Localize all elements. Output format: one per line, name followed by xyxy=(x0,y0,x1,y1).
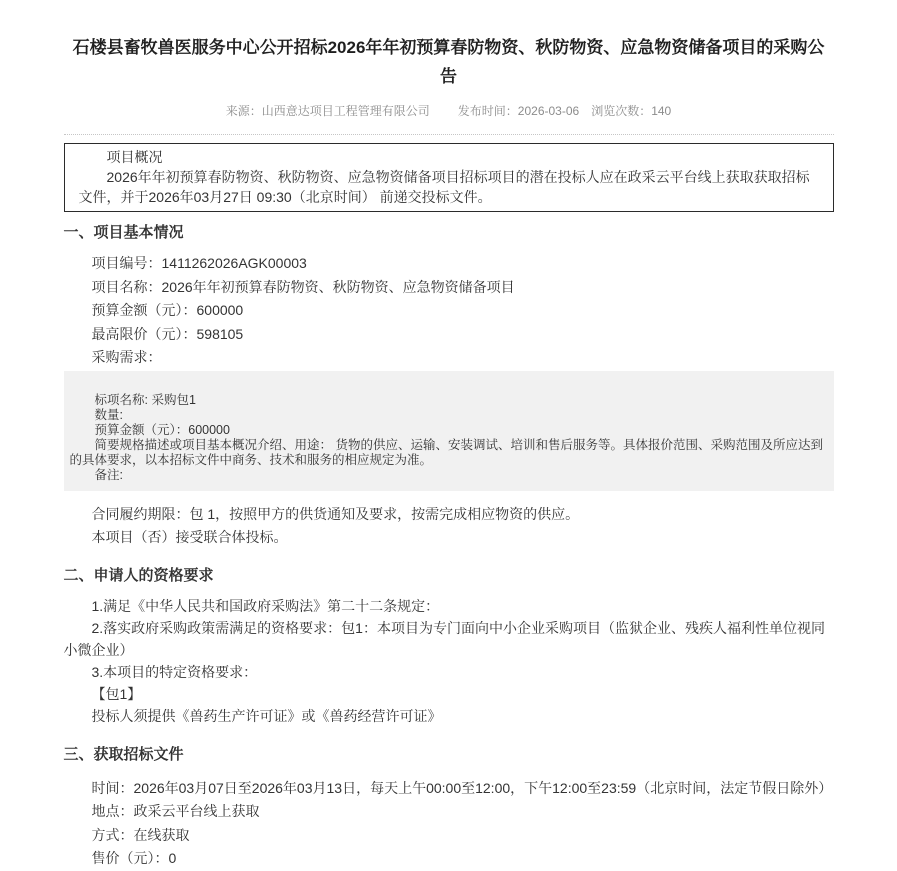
procurement-demand-box xyxy=(64,371,834,491)
field-obtain-time xyxy=(64,777,834,801)
field-label: 地点： xyxy=(91,803,134,819)
field-obtain-place xyxy=(64,800,834,824)
source-value: 山西意达项目工程管理有限公司 xyxy=(261,104,430,118)
demand-line-budget: 预算金额（元）：600000 xyxy=(94,422,230,437)
field-value: 598105 xyxy=(196,325,244,342)
section-heading-qualification: 二、申请人的资格要求 xyxy=(63,566,214,584)
view-count-label: 浏览次数： xyxy=(591,104,652,118)
section-heading-basic-info: 一、项目基本情况 xyxy=(63,224,184,241)
obtain-documents-fields xyxy=(64,777,834,871)
field-procurement-demand xyxy=(64,346,834,370)
package-tag: 【包1】 xyxy=(91,685,142,702)
field-project-name xyxy=(64,276,834,300)
demand-line-package-name: 标项名称: 采购包1 xyxy=(94,392,196,407)
view-count-value: 140 xyxy=(651,104,672,118)
field-obtain-method xyxy=(64,824,834,848)
overview-heading: 项目概况 xyxy=(106,149,163,165)
field-project-number xyxy=(64,252,834,276)
source-label: 来源： xyxy=(225,104,262,118)
field-document-price xyxy=(64,847,834,871)
joint-bidding-text: 本项目（否）接受联合体投标。 xyxy=(91,529,288,545)
basic-info-fields xyxy=(64,252,834,370)
meta-source xyxy=(226,104,430,118)
meta-bar xyxy=(64,103,834,119)
qualification-item-3: 3.本项目的特定资格要求： xyxy=(91,663,258,680)
qualification-items xyxy=(64,595,834,727)
field-value: 政采云平台线上获取 xyxy=(133,803,260,819)
overview-body: 2026年年初预算春防物资、秋防物资、应急物资储备项目招标项目的潜在投标人应在政采云平台线上获取获取招标文件，并于2026年03月27日 09:30（北京时间） 前递交投标文件。 xyxy=(78,169,810,205)
field-label: 方式： xyxy=(91,826,134,843)
field-label: 预算金额（元）： xyxy=(91,302,197,318)
section-heading-obtain-documents: 三、获取招标文件 xyxy=(63,745,184,763)
qualification-item-2: 2.落实政府采购政策需满足的资格要求：包1：本项目为专门面向中小企业采购项目（监狱企业、残疾人福利性单位视同小微企业） xyxy=(63,619,825,658)
publish-time-label: 发布时间： xyxy=(457,104,518,118)
field-label: 采购需求： xyxy=(91,349,162,365)
field-value: 2026年03月07日至2026年03月13日，每天上午00:00至12:00，下午12:00至23:59（北京时间，法定节假日除外） xyxy=(133,779,833,796)
field-value: 1411262026AGK00003 xyxy=(161,255,307,271)
field-value: 在线获取 xyxy=(133,826,190,843)
contract-period-text: 合同履约期限：包 1，按照甲方的供货通知及要求，按需完成相应物资的供应。 xyxy=(91,505,580,522)
field-label: 时间： xyxy=(91,779,134,796)
demand-line-remark: 备注: xyxy=(94,467,123,482)
field-label: 项目编号： xyxy=(91,255,162,271)
contract-block xyxy=(64,503,834,550)
demand-line-description: 简要规格描述或项目基本概况介绍、用途： 货物的供应、运输、安装调试、培训和售后服务等。具体报价范围、采购范围及所应达到的具体要求，以本招标文件中商务、技术和服务的相应规定为准。 xyxy=(69,437,823,467)
field-budget-amount xyxy=(64,299,834,323)
field-label: 项目名称： xyxy=(91,278,162,295)
publish-time-value: 2026-03-06 xyxy=(517,104,580,118)
meta-view-count xyxy=(591,104,671,118)
dotted-divider xyxy=(64,134,834,135)
field-max-price xyxy=(64,323,834,347)
demand-line-quantity: 数量: xyxy=(94,407,123,422)
package-requirement: 投标人须提供《兽药生产许可证》或《兽药经营许可证》 xyxy=(91,707,442,724)
meta-publish-time xyxy=(458,104,579,118)
field-label: 售价（元）： xyxy=(91,850,169,866)
field-value: 600000 xyxy=(196,302,244,318)
qualification-item-1: 1.满足《中华人民共和国政府采购法》第二十二条规定： xyxy=(91,597,440,614)
project-overview-box xyxy=(64,143,834,212)
field-value: 2026年年初预算春防物资、秋防物资、应急物资储备项目 xyxy=(161,278,515,295)
field-label: 最高限价（元）： xyxy=(91,325,197,342)
field-value: 0 xyxy=(168,850,177,866)
announcement-content xyxy=(64,33,834,871)
page-title: 石楼县畜牧兽医服务中心公开招标2026年年初预算春防物资、秋防物资、应急物资储备项目的采购公告 xyxy=(72,38,825,86)
